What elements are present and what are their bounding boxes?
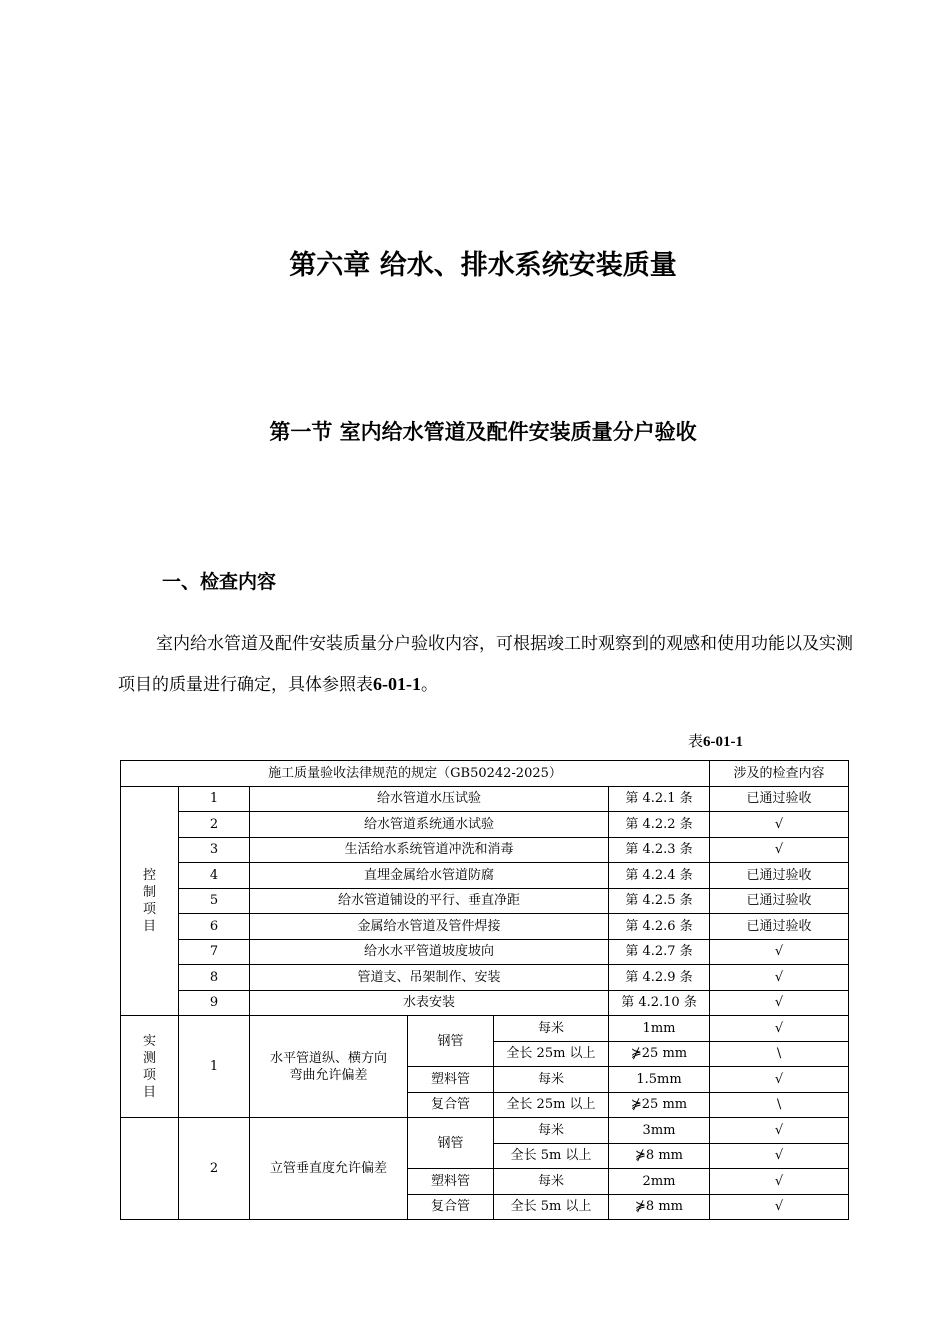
header-check: 涉及的检查内容 xyxy=(710,761,849,787)
material-steel: 钢管 xyxy=(408,1118,494,1169)
inspection-table xyxy=(120,760,849,1220)
item-no: 4 xyxy=(179,863,250,889)
item-check: √ xyxy=(710,939,849,965)
item-check: √ xyxy=(710,990,849,1016)
material-composite: 复合管 xyxy=(408,1092,494,1118)
paragraph-text: 室内给水管道及配件安装质量分户验收内容，可根据竣工时观察到的观感和使用功能以及实测项目的质量进行确定，具体参照表 xyxy=(118,634,853,695)
item-name: 给水管道系统通水试验 xyxy=(250,812,609,838)
table-row xyxy=(121,837,849,863)
tolerance-scope: 每米 xyxy=(494,1169,609,1195)
item-clause: 第 4.2.3 条 xyxy=(609,837,710,863)
item-check: √ xyxy=(710,1118,849,1144)
item-no: 5 xyxy=(179,888,250,914)
paragraph-end: 。 xyxy=(421,675,438,695)
measured-no: 2 xyxy=(179,1118,250,1220)
item-no: 3 xyxy=(179,837,250,863)
tolerance-scope: 每米 xyxy=(494,1118,609,1144)
measured-items-label-continued xyxy=(121,1118,179,1220)
item-name: 给水管道铺设的平行、垂直净距 xyxy=(250,888,609,914)
table-caption xyxy=(688,730,743,751)
table-caption-prefix: 表 xyxy=(688,732,704,750)
chapter-title: 第六章 给水、排水系统安装质量 xyxy=(289,250,677,281)
paragraph-table-ref: 6-01-1 xyxy=(373,674,421,694)
tolerance-value: 3mm xyxy=(609,1118,710,1144)
table-row xyxy=(121,965,849,991)
item-clause: 第 4.2.1 条 xyxy=(609,786,710,812)
table-row xyxy=(121,812,849,838)
item-no: 9 xyxy=(179,990,250,1016)
table-row xyxy=(121,1118,849,1144)
item-check: √ xyxy=(710,1143,849,1169)
item-no: 1 xyxy=(179,786,250,812)
item-no: 6 xyxy=(179,914,250,940)
table-row xyxy=(121,888,849,914)
item-check: √ xyxy=(710,1194,849,1220)
item-name: 给水管道水压试验 xyxy=(250,786,609,812)
tolerance-scope: 全长 5m 以上 xyxy=(494,1143,609,1169)
item-check: √ xyxy=(710,1169,849,1195)
table-row xyxy=(121,1016,849,1042)
tolerance-value: ⋡8 mm xyxy=(609,1143,710,1169)
item-no: 8 xyxy=(179,965,250,991)
item-check: 已通过验收 xyxy=(710,863,849,889)
table-row xyxy=(121,914,849,940)
header-norm: 施工质量验收法律规范的规定（GB50242-2025） xyxy=(121,761,710,787)
item-name: 金属给水管道及管件焊接 xyxy=(250,914,609,940)
item-no: 7 xyxy=(179,939,250,965)
tolerance-scope: 全长 5m 以上 xyxy=(494,1194,609,1220)
section-title: 第一节 室内给水管道及配件安装质量分户验收 xyxy=(269,420,697,444)
item-clause: 第 4.2.6 条 xyxy=(609,914,710,940)
body-paragraph xyxy=(118,624,853,705)
item-name: 管道支、吊架制作、安装 xyxy=(250,965,609,991)
table-row xyxy=(121,863,849,889)
item-clause: 第 4.2.7 条 xyxy=(609,939,710,965)
material-composite: 复合管 xyxy=(408,1194,494,1220)
tolerance-scope: 每米 xyxy=(494,1067,609,1093)
tolerance-value: ⋡25 mm xyxy=(609,1092,710,1118)
tolerance-value: ⋡8 mm xyxy=(609,1194,710,1220)
item-check: √ xyxy=(710,837,849,863)
measured-no: 1 xyxy=(179,1016,250,1118)
item-name: 直埋金属给水管道防腐 xyxy=(250,863,609,889)
item-check: 已通过验收 xyxy=(710,888,849,914)
item-clause: 第 4.2.5 条 xyxy=(609,888,710,914)
item-check: \ xyxy=(710,1041,849,1067)
item-check: 已通过验收 xyxy=(710,786,849,812)
item-clause: 第 4.2.9 条 xyxy=(609,965,710,991)
tolerance-value: 2mm xyxy=(609,1169,710,1195)
tolerance-value: ⋡25 mm xyxy=(609,1041,710,1067)
tolerance-value: 1mm xyxy=(609,1016,710,1042)
item-check: √ xyxy=(710,965,849,991)
control-items-label: 控 制 项 目 xyxy=(121,786,179,1016)
item-name: 生活给水系统管道冲洗和消毒 xyxy=(250,837,609,863)
tolerance-scope: 全长 25m 以上 xyxy=(494,1092,609,1118)
item-no: 2 xyxy=(179,812,250,838)
tolerance-scope: 每米 xyxy=(494,1016,609,1042)
measured-items-label: 实 测 项 目 xyxy=(121,1016,179,1118)
item-name: 水表安装 xyxy=(250,990,609,1016)
item-check: √ xyxy=(710,812,849,838)
tolerance-value: 1.5mm xyxy=(609,1067,710,1093)
item-clause: 第 4.2.2 条 xyxy=(609,812,710,838)
item-clause: 第 4.2.4 条 xyxy=(609,863,710,889)
table-row xyxy=(121,786,849,812)
table-caption-number: 6-01-1 xyxy=(703,734,744,750)
table-body xyxy=(121,761,849,1220)
table-row xyxy=(121,990,849,1016)
item-check: 已通过验收 xyxy=(710,914,849,940)
table-row xyxy=(121,939,849,965)
measured-item-name: 立管垂直度允许偏差 xyxy=(250,1118,408,1220)
item-clause: 第 4.2.10 条 xyxy=(609,990,710,1016)
measured-item-name: 水平管道纵、横方向 弯曲允许偏差 xyxy=(250,1016,408,1118)
tolerance-scope: 全长 25m 以上 xyxy=(494,1041,609,1067)
item-check: √ xyxy=(710,1067,849,1093)
item-check: \ xyxy=(710,1092,849,1118)
item-check: √ xyxy=(710,1016,849,1042)
material-plastic: 塑料管 xyxy=(408,1169,494,1195)
item-name: 给水水平管道坡度坡向 xyxy=(250,939,609,965)
material-plastic: 塑料管 xyxy=(408,1067,494,1093)
sub-heading: 一、检查内容 xyxy=(162,571,277,593)
material-steel: 钢管 xyxy=(408,1016,494,1067)
table-header-row xyxy=(121,761,849,787)
